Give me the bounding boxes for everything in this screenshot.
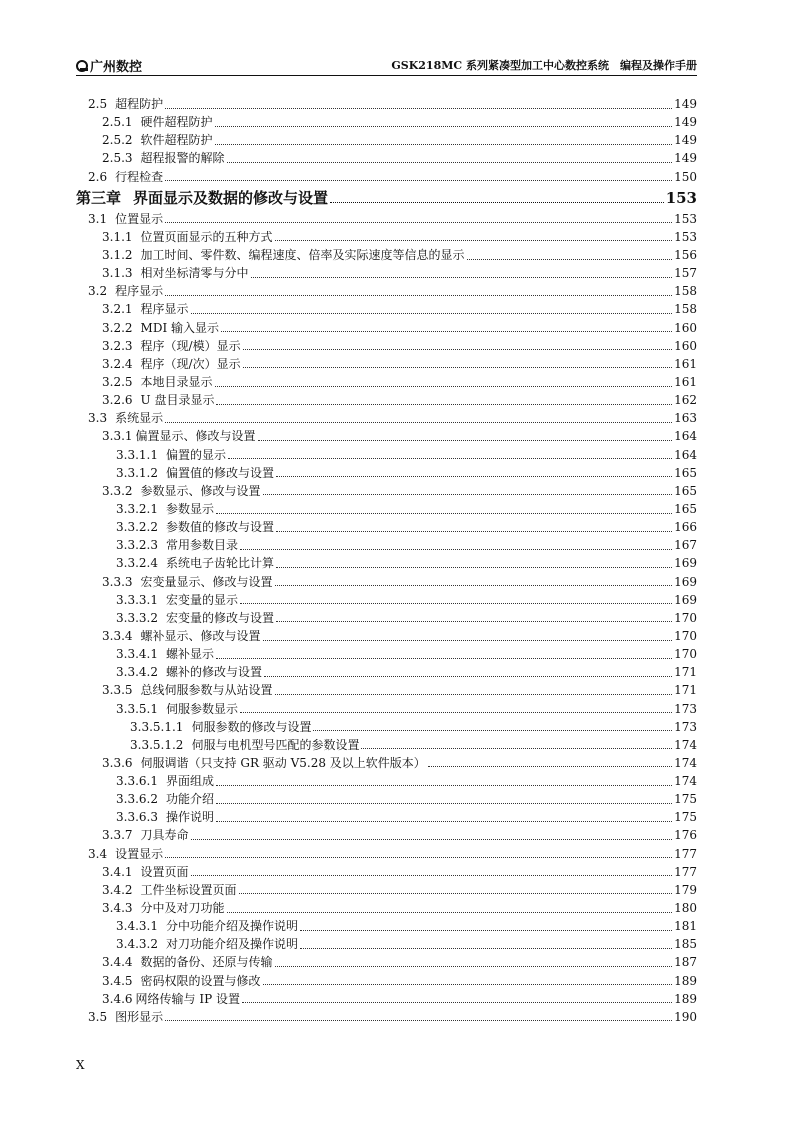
toc-section-number: 3.2.3 bbox=[102, 338, 133, 353]
toc-section-title: 对刀功能介绍及操作说明 bbox=[165, 937, 298, 952]
toc-dot-leader bbox=[165, 108, 672, 109]
toc-page-number: 169 bbox=[674, 574, 697, 589]
toc-entry[interactable] bbox=[76, 899, 697, 917]
toc-section-title: 程序（现/次）显示 bbox=[140, 356, 241, 371]
toc-dot-leader bbox=[263, 640, 673, 641]
toc-section-title: 操作说明 bbox=[165, 810, 214, 825]
toc-entry[interactable] bbox=[76, 826, 697, 844]
toc-section-title: 软件超程防护 bbox=[140, 133, 213, 148]
toc-section-title: 程序显示 bbox=[115, 284, 164, 299]
toc-dot-leader bbox=[215, 144, 673, 145]
toc-entry[interactable] bbox=[76, 409, 697, 427]
toc-section-number: 3.3.2.4 bbox=[116, 556, 158, 571]
toc-entry[interactable] bbox=[76, 131, 697, 149]
toc-section-number: 3.3.6.1 bbox=[116, 774, 158, 789]
toc-section-title: 系统电子齿轮比计算 bbox=[165, 556, 274, 571]
toc-page-number: 164 bbox=[674, 429, 697, 444]
toc-section-number: 3.3.5 bbox=[102, 683, 133, 698]
toc-dot-leader bbox=[216, 821, 672, 822]
toc-dot-leader bbox=[216, 404, 672, 405]
toc-section-title: 相对坐标清零与分中 bbox=[140, 266, 249, 281]
toc-entry[interactable] bbox=[76, 168, 697, 186]
toc-page-number: 170 bbox=[674, 647, 697, 662]
toc-dot-leader bbox=[227, 912, 673, 913]
toc-section-title: 位置显示 bbox=[115, 211, 164, 226]
toc-section-number: 3.4.6 bbox=[102, 991, 133, 1006]
toc-dot-leader bbox=[191, 875, 673, 876]
toc-section-title: 本地目录显示 bbox=[140, 374, 213, 389]
toc-dot-leader bbox=[428, 766, 672, 767]
toc-section-title: 图形显示 bbox=[115, 1009, 164, 1024]
toc-dot-leader bbox=[221, 331, 672, 332]
toc-entry[interactable] bbox=[76, 536, 697, 554]
toc-chapter-entry[interactable] bbox=[76, 186, 697, 210]
toc-entry[interactable] bbox=[76, 554, 697, 572]
toc-section-number: 3.3.2 bbox=[102, 483, 133, 498]
toc-dot-leader bbox=[275, 694, 673, 695]
toc-entry[interactable] bbox=[76, 300, 697, 318]
toc-entry[interactable] bbox=[76, 246, 697, 264]
toc-dot-leader bbox=[165, 295, 672, 296]
toc-entry[interactable] bbox=[76, 953, 697, 971]
toc-section-number: 3.3.4 bbox=[102, 628, 133, 643]
toc-page-number: 174 bbox=[674, 737, 697, 752]
toc-section-number: 3.3.5.1.2 bbox=[130, 737, 184, 752]
toc-section-title: 宏变量的修改与设置 bbox=[165, 610, 274, 625]
toc-section-number: 3.1.3 bbox=[102, 266, 133, 281]
toc-section-title: 参数显示 bbox=[165, 501, 214, 516]
toc-section-title: 数据的备份、还原与传输 bbox=[140, 955, 273, 970]
toc-entry[interactable] bbox=[76, 319, 697, 337]
toc-section-number: 3.3.2.2 bbox=[116, 520, 158, 535]
table-of-contents bbox=[76, 95, 697, 1026]
toc-section-title: 宏变量显示、修改与设置 bbox=[140, 574, 273, 589]
toc-section-title: 网络传输与 IP 设置 bbox=[135, 991, 240, 1006]
toc-entry[interactable] bbox=[76, 573, 697, 591]
toc-page-number: 165 bbox=[674, 465, 697, 480]
toc-page-number: 170 bbox=[674, 610, 697, 625]
toc-dot-leader bbox=[216, 785, 672, 786]
toc-entry[interactable] bbox=[76, 464, 697, 482]
toc-page-number: 166 bbox=[674, 520, 697, 535]
toc-section-title: 界面显示及数据的修改与设置 bbox=[133, 188, 329, 207]
toc-section-number: 3.1 bbox=[88, 211, 108, 226]
toc-page-number: 169 bbox=[674, 556, 697, 571]
toc-entry[interactable] bbox=[76, 972, 697, 990]
toc-entry[interactable] bbox=[76, 446, 697, 464]
toc-dot-leader bbox=[275, 966, 673, 967]
toc-page-number: 190 bbox=[674, 1009, 697, 1024]
toc-section-number: 3.1.1 bbox=[102, 229, 133, 244]
toc-page-number: 171 bbox=[674, 665, 697, 680]
toc-entry[interactable] bbox=[76, 845, 697, 863]
toc-section-number: 3.3.3.1 bbox=[116, 592, 158, 607]
toc-section-number: 3.3.5.1 bbox=[116, 701, 158, 716]
toc-section-title: 偏置值的修改与设置 bbox=[165, 465, 274, 480]
toc-dot-leader bbox=[216, 513, 672, 514]
toc-section-title: 螺补显示 bbox=[165, 647, 214, 662]
toc-dot-leader bbox=[276, 531, 672, 532]
toc-page-number: 158 bbox=[674, 284, 697, 299]
toc-dot-leader bbox=[300, 948, 672, 949]
toc-entry[interactable] bbox=[76, 990, 697, 1008]
toc-dot-leader bbox=[276, 567, 672, 568]
toc-section-number: 3.3.6.2 bbox=[116, 792, 158, 807]
toc-section-number: 3.1.2 bbox=[102, 247, 133, 262]
toc-section-title: 刀具寿命 bbox=[140, 828, 189, 843]
toc-section-number: 3.2 bbox=[88, 284, 108, 299]
toc-page-number: 150 bbox=[674, 169, 697, 184]
toc-entry[interactable] bbox=[76, 228, 697, 246]
toc-section-title: 伺服参数的修改与设置 bbox=[191, 719, 312, 734]
toc-entry[interactable] bbox=[76, 863, 697, 881]
toc-section-title: 伺服与电机型号匹配的参数设置 bbox=[191, 737, 360, 752]
toc-entry[interactable] bbox=[76, 754, 697, 772]
toc-section-title: 加工时间、零件数、编程速度、倍率及实际速度等信息的显示 bbox=[140, 247, 465, 262]
toc-page-number: 149 bbox=[674, 97, 697, 111]
toc-page-number: 160 bbox=[674, 338, 697, 353]
toc-entry[interactable] bbox=[76, 663, 697, 681]
toc-entry[interactable] bbox=[76, 391, 697, 409]
toc-page-number: 153 bbox=[674, 211, 697, 226]
toc-section-title: 超程防护 bbox=[115, 97, 164, 111]
toc-entry[interactable] bbox=[76, 264, 697, 282]
toc-dot-leader bbox=[276, 621, 672, 622]
toc-section-number: 3.3.5.1.1 bbox=[130, 719, 184, 734]
toc-entry[interactable] bbox=[76, 373, 697, 391]
toc-entry[interactable] bbox=[76, 718, 697, 736]
toc-section-title: 偏置显示、修改与设置 bbox=[135, 429, 256, 444]
toc-page-number: 149 bbox=[674, 115, 697, 130]
toc-entry[interactable] bbox=[76, 1008, 697, 1026]
toc-entry[interactable] bbox=[76, 935, 697, 953]
toc-dot-leader bbox=[275, 585, 673, 586]
toc-section-number: 3.3.6.3 bbox=[116, 810, 158, 825]
toc-dot-leader bbox=[240, 603, 672, 604]
toc-entry[interactable] bbox=[76, 790, 697, 808]
toc-entry[interactable] bbox=[76, 482, 697, 500]
toc-section-number: 2.5.3 bbox=[102, 151, 133, 166]
toc-section-number: 3.3.6 bbox=[102, 755, 133, 770]
toc-page-number: 185 bbox=[674, 937, 697, 952]
toc-dot-leader bbox=[239, 893, 673, 894]
toc-section-number: 3.3.1.1 bbox=[116, 447, 158, 462]
toc-section-number: 第三章 bbox=[76, 188, 122, 207]
toc-dot-leader bbox=[215, 386, 673, 387]
toc-page-number: 179 bbox=[674, 882, 697, 897]
toc-section-title: 界面组成 bbox=[165, 774, 214, 789]
toc-section-title: 参数显示、修改与设置 bbox=[140, 483, 261, 498]
manual-title: GSK218MC 系列紧凑型加工中心数控系统 编程及操作手册 bbox=[391, 59, 697, 72]
toc-page-number: 162 bbox=[674, 393, 697, 408]
toc-dot-leader bbox=[165, 422, 672, 423]
toc-section-number: 2.5.2 bbox=[102, 133, 133, 148]
toc-entry[interactable] bbox=[76, 427, 697, 445]
toc-section-title: 伺服调谐（只支持 GR 驱动 V5.28 及以上软件版本） bbox=[140, 755, 426, 770]
toc-dot-leader bbox=[243, 367, 673, 368]
header-divider bbox=[76, 75, 697, 76]
toc-page-number: 165 bbox=[674, 501, 697, 516]
toc-entry[interactable] bbox=[76, 627, 697, 645]
toc-entry[interactable] bbox=[76, 518, 697, 536]
logo-text: 广州数控 bbox=[90, 60, 143, 75]
toc-entry[interactable] bbox=[76, 500, 697, 518]
toc-section-number: 3.3.3 bbox=[102, 574, 133, 589]
toc-section-number: 3.3.7 bbox=[102, 828, 133, 843]
toc-dot-leader bbox=[242, 1002, 672, 1003]
toc-dot-leader bbox=[243, 349, 673, 350]
toc-entry[interactable] bbox=[76, 681, 697, 699]
toc-page-number: 174 bbox=[674, 774, 697, 789]
toc-section-number: 3.3.1 bbox=[102, 429, 133, 444]
toc-entry[interactable] bbox=[76, 337, 697, 355]
page-number: X bbox=[76, 1058, 85, 1072]
toc-page-number: 189 bbox=[674, 973, 697, 988]
toc-dot-leader bbox=[165, 222, 672, 223]
toc-section-title: 设置显示 bbox=[115, 846, 164, 861]
toc-page-number: 149 bbox=[674, 133, 697, 148]
toc-section-title: 设置页面 bbox=[140, 864, 189, 879]
toc-section-title: U 盘目录显示 bbox=[140, 393, 215, 408]
toc-section-title: 功能介绍 bbox=[165, 792, 214, 807]
toc-page-number: 161 bbox=[674, 356, 697, 371]
toc-entry[interactable] bbox=[76, 591, 697, 609]
toc-section-number: 3.4.2 bbox=[102, 882, 133, 897]
toc-page-number: 173 bbox=[674, 719, 697, 734]
toc-section-number: 3.4.5 bbox=[102, 973, 133, 988]
toc-page-number: 174 bbox=[674, 755, 697, 770]
toc-page-number: 163 bbox=[674, 411, 697, 426]
toc-page-number: 175 bbox=[674, 810, 697, 825]
toc-page-number: 160 bbox=[674, 320, 697, 335]
toc-page-number: 167 bbox=[674, 538, 697, 553]
toc-page-number: 180 bbox=[674, 901, 697, 916]
toc-page-number: 177 bbox=[674, 864, 697, 879]
toc-page-number: 164 bbox=[674, 447, 697, 462]
toc-page-number: 153 bbox=[665, 188, 697, 207]
toc-page-number: 187 bbox=[674, 955, 697, 970]
toc-dot-leader bbox=[191, 839, 673, 840]
toc-dot-leader bbox=[165, 857, 672, 858]
toc-section-title: 常用参数目录 bbox=[165, 538, 238, 553]
toc-dot-leader bbox=[264, 676, 672, 677]
toc-section-title: 程序（现/模）显示 bbox=[140, 338, 241, 353]
toc-dot-leader bbox=[276, 476, 672, 477]
toc-entry[interactable] bbox=[76, 808, 697, 826]
toc-section-title: MDI 输入显示 bbox=[140, 320, 220, 335]
toc-dot-leader bbox=[251, 277, 673, 278]
toc-section-number: 3.4.3 bbox=[102, 901, 133, 916]
logo-icon bbox=[76, 60, 88, 72]
toc-dot-leader bbox=[330, 202, 664, 203]
toc-section-title: 宏变量的显示 bbox=[165, 592, 238, 607]
toc-section-title: 螺补显示、修改与设置 bbox=[140, 628, 261, 643]
toc-section-number: 3.4 bbox=[88, 846, 108, 861]
toc-section-title: 行程检查 bbox=[115, 169, 164, 184]
toc-section-number: 3.5 bbox=[88, 1009, 108, 1024]
toc-page-number: 173 bbox=[674, 701, 697, 716]
toc-page-number: 189 bbox=[674, 991, 697, 1006]
toc-section-number: 3.2.4 bbox=[102, 356, 133, 371]
toc-dot-leader bbox=[313, 730, 672, 731]
toc-section-title: 分中功能介绍及操作说明 bbox=[165, 919, 298, 934]
toc-section-title: 伺服参数显示 bbox=[165, 701, 238, 716]
toc-section-number: 3.4.1 bbox=[102, 864, 133, 879]
toc-dot-leader bbox=[275, 240, 673, 241]
page-header bbox=[76, 56, 697, 76]
company-logo bbox=[76, 56, 142, 75]
toc-section-title: 密码权限的设置与修改 bbox=[140, 973, 261, 988]
toc-entry[interactable] bbox=[76, 645, 697, 663]
toc-section-number: 3.3.2.1 bbox=[116, 501, 158, 516]
toc-section-number: 2.5.1 bbox=[102, 115, 133, 130]
toc-section-title: 总线伺服参数与从站设置 bbox=[140, 683, 273, 698]
toc-dot-leader bbox=[263, 494, 673, 495]
toc-section-title: 螺补的修改与设置 bbox=[165, 665, 262, 680]
toc-section-number: 3.4.3.2 bbox=[116, 937, 158, 952]
toc-page-number: 156 bbox=[674, 247, 697, 262]
toc-page-number: 169 bbox=[674, 592, 697, 607]
toc-section-title: 硬件超程防护 bbox=[140, 115, 213, 130]
toc-section-title: 参数值的修改与设置 bbox=[165, 520, 274, 535]
toc-dot-leader bbox=[165, 1020, 672, 1021]
toc-page-number: 153 bbox=[674, 229, 697, 244]
toc-dot-leader bbox=[240, 712, 672, 713]
toc-dot-leader bbox=[227, 162, 673, 163]
toc-section-number: 3.3.1.2 bbox=[116, 465, 158, 480]
toc-dot-leader bbox=[263, 984, 673, 985]
toc-dot-leader bbox=[165, 180, 672, 181]
toc-entry[interactable] bbox=[76, 113, 697, 131]
toc-page-number: 149 bbox=[674, 151, 697, 166]
toc-dot-leader bbox=[228, 458, 672, 459]
toc-page-number: 170 bbox=[674, 628, 697, 643]
toc-section-number: 3.2.5 bbox=[102, 374, 133, 389]
toc-dot-leader bbox=[361, 748, 672, 749]
toc-page-number: 157 bbox=[674, 266, 697, 281]
toc-page-number: 176 bbox=[674, 828, 697, 843]
toc-dot-leader bbox=[240, 549, 672, 550]
toc-page-number: 161 bbox=[674, 374, 697, 389]
toc-entry[interactable] bbox=[76, 355, 697, 373]
toc-entry[interactable] bbox=[76, 210, 697, 228]
toc-dot-leader bbox=[300, 930, 672, 931]
toc-page-number: 175 bbox=[674, 792, 697, 807]
toc-section-number: 3.2.6 bbox=[102, 393, 133, 408]
toc-section-number: 3.4.3.1 bbox=[116, 919, 158, 934]
toc-page-number: 165 bbox=[674, 483, 697, 498]
toc-dot-leader bbox=[467, 259, 673, 260]
toc-entry[interactable] bbox=[76, 700, 697, 718]
toc-section-title: 系统显示 bbox=[115, 411, 164, 426]
toc-entry[interactable] bbox=[76, 772, 697, 790]
toc-section-number: 3.3.2.3 bbox=[116, 538, 158, 553]
toc-section-title: 分中及对刀功能 bbox=[140, 901, 225, 916]
toc-section-number: 2.5 bbox=[88, 97, 108, 111]
toc-section-title: 偏置的显示 bbox=[165, 447, 226, 462]
toc-section-title: 位置页面显示的五种方式 bbox=[140, 229, 273, 244]
toc-section-number: 3.3.3.2 bbox=[116, 610, 158, 625]
toc-section-number: 3.4.4 bbox=[102, 955, 133, 970]
toc-page-number: 181 bbox=[674, 919, 697, 934]
toc-section-title: 程序显示 bbox=[140, 302, 189, 317]
toc-entry[interactable] bbox=[76, 609, 697, 627]
toc-section-number: 2.6 bbox=[88, 169, 108, 184]
toc-section-number: 3.2.2 bbox=[102, 320, 133, 335]
toc-entry[interactable] bbox=[76, 881, 697, 899]
toc-section-title: 超程报警的解除 bbox=[140, 151, 225, 166]
toc-entry[interactable] bbox=[76, 917, 697, 935]
toc-dot-leader bbox=[215, 126, 673, 127]
toc-dot-leader bbox=[258, 440, 673, 441]
toc-entry[interactable] bbox=[76, 282, 697, 300]
toc-dot-leader bbox=[216, 803, 672, 804]
toc-page-number: 171 bbox=[674, 683, 697, 698]
toc-section-number: 3.3 bbox=[88, 411, 108, 426]
toc-section-number: 3.2.1 bbox=[102, 302, 133, 317]
toc-entry[interactable] bbox=[76, 149, 697, 167]
toc-dot-leader bbox=[191, 313, 673, 314]
toc-section-number: 3.3.4.2 bbox=[116, 665, 158, 680]
toc-section-number: 3.3.4.1 bbox=[116, 647, 158, 662]
toc-section-title: 工件坐标设置页面 bbox=[140, 882, 237, 897]
toc-page-number: 177 bbox=[674, 846, 697, 861]
toc-entry[interactable] bbox=[76, 95, 697, 113]
toc-dot-leader bbox=[216, 658, 672, 659]
toc-page-number: 158 bbox=[674, 302, 697, 317]
toc-entry[interactable] bbox=[76, 736, 697, 754]
